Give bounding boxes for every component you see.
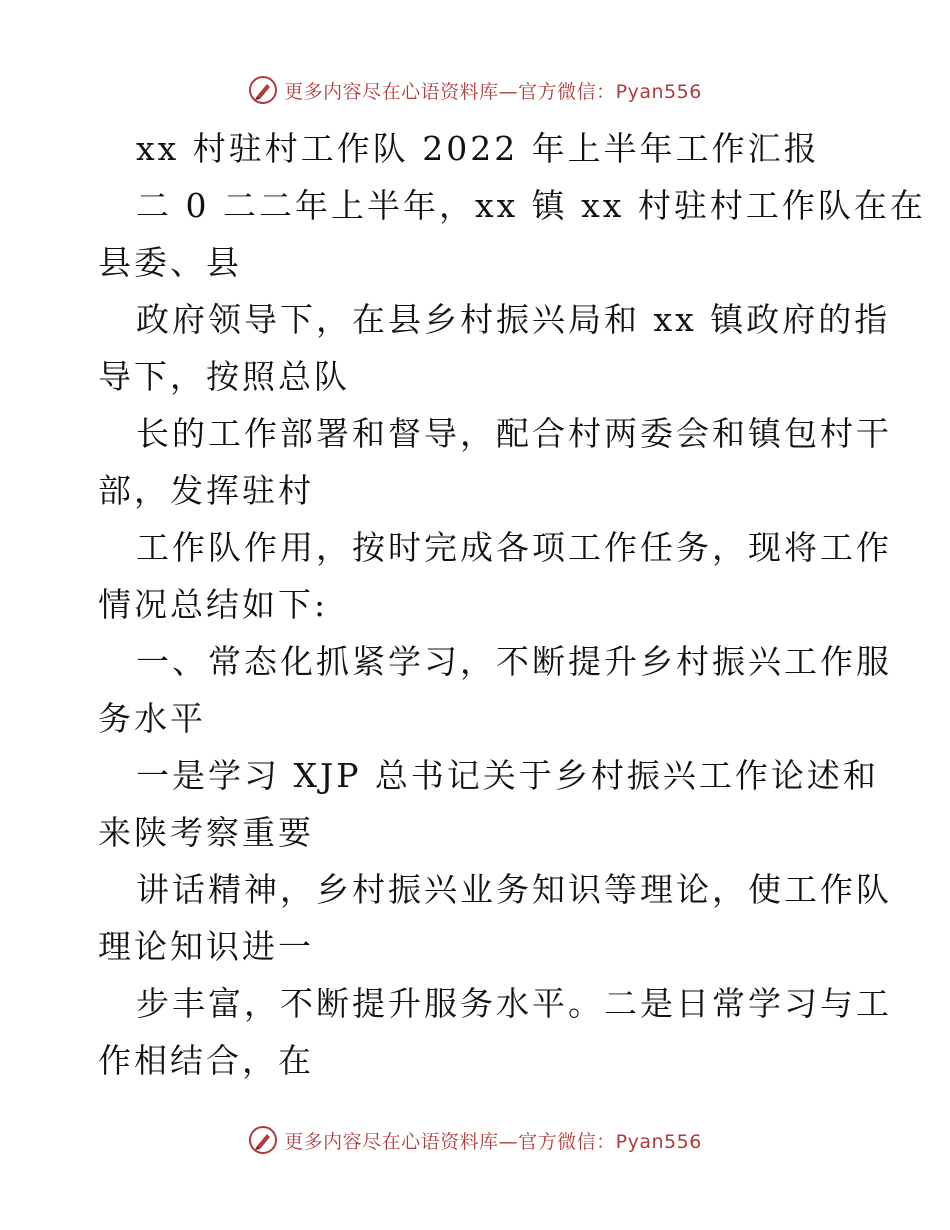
paragraph-line: 部，发挥驻村 [98, 471, 314, 510]
watermark-text [284, 77, 702, 104]
paragraph-line: 县委、县 [98, 243, 242, 282]
paragraph-line: 理论知识进一 [98, 927, 314, 966]
watermark-label: 更多内容尽在心语资料库—官方微信： [284, 1130, 616, 1153]
paragraph-line: 政府领导下，在县乡村振兴局和 xx 镇政府的指 [136, 300, 891, 339]
paragraph-line: 作相结合，在 [98, 1041, 314, 1080]
paragraph-line: 一是学习 XJP 总书记关于乡村振兴工作论述和 [136, 756, 879, 795]
pen-logo-icon [248, 75, 278, 105]
section-heading: 一、常态化抓紧学习，不断提升乡村振兴工作服 [136, 642, 892, 681]
wechat-id: Pyan556 [615, 80, 702, 103]
watermark-text [284, 1127, 702, 1154]
document-body [98, 120, 926, 1089]
pen-logo-icon [248, 1125, 278, 1155]
footer-watermark-banner [0, 1120, 950, 1160]
paragraph-line: 来陕考察重要 [98, 813, 314, 852]
paragraph-line: 情况总结如下: [98, 585, 329, 624]
paragraph-line: 讲话精神，乡村振兴业务知识等理论，使工作队 [136, 870, 892, 909]
document-title: xx 村驻村工作队 2022 年上半年工作汇报 [136, 129, 820, 168]
paragraph-line: 导下，按照总队 [98, 357, 350, 396]
watermark-label: 更多内容尽在心语资料库—官方微信： [284, 80, 616, 103]
wechat-id: Pyan556 [615, 1130, 702, 1153]
paragraph-line: 工作队作用，按时完成各项工作任务，现将工作 [136, 528, 892, 567]
paragraph-line: 长的工作部署和督导，配合村两委会和镇包村干 [136, 414, 892, 453]
header-watermark-banner [0, 70, 950, 110]
section-heading-continued: 务水平 [98, 699, 206, 738]
paragraph-line: 步丰富，不断提升服务水平。二是日常学习与工 [136, 984, 892, 1023]
paragraph-line: 二 0 二二年上半年，xx 镇 xx 村驻村工作队在在 [136, 186, 926, 225]
